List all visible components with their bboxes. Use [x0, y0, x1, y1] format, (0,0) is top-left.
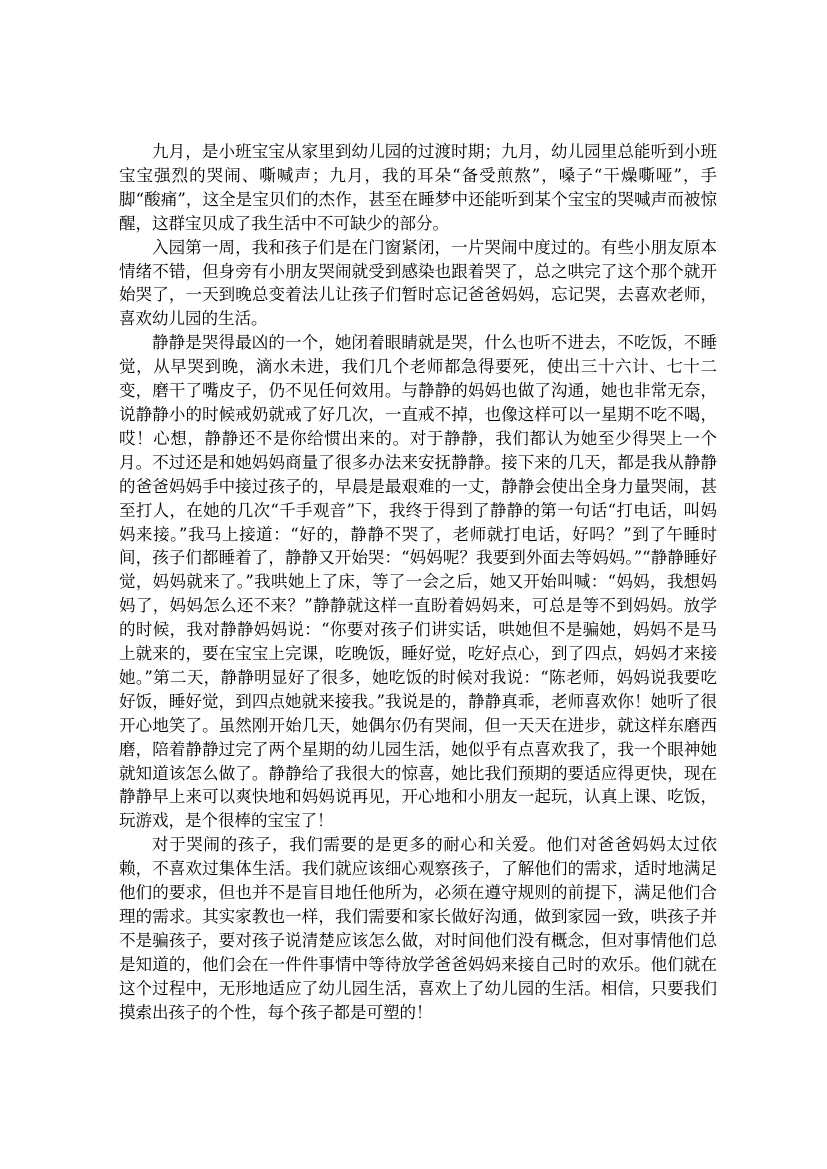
paragraph-intro: 九月，是小班宝宝从家里到幼儿园的过渡时期；九月，幼儿园里总能听到小班宝宝强烈的哭闹、嘶喊声；九月，我的耳朵“备受煎熬”，嗓子“干燥嘶哑”，手脚“酸痛”，这全是宝贝们的杰作，甚至在睡梦中还能听到某个宝宝的哭喊声而被惊醒，这群宝贝成了我生活中不可缺少的部分。	[119, 142, 717, 233]
document-body	[119, 140, 717, 1025]
paragraph-first-week: 入园第一周，我和孩子们是在门窗紧闭，一片哭闹中度过的。有些小朋友原本情绪不错，但身旁有小朋友哭闹就受到感染也跟着哭了，总之哄完了这个那个就开始哭了，一天到晚总变着法儿让孩子们暂时忘记爸爸妈妈，忘记哭，去喜欢老师，喜欢幼儿园的生活。	[119, 237, 717, 329]
paragraph-conclusion: 对于哭闹的孩子，我们需要的是更多的耐心和关爱。他们对爸爸妈妈太过依赖，不喜欢过集体生活。我们就应该细心观察孩子，了解他们的需求，适时地满足他们的要求，但也并不是盲目地任他所为，必须在遵守规则的前提下，满足他们合理的需求。其实家教也一样，我们需要和家长做好沟通，做到家园一致，哄孩子并不是骗孩子，要对孩子说清楚应该怎么做，对时间他们没有概念，但对事情他们总是知道的，他们会在一件件事情中等待放学爸爸妈妈来接自己时的欢乐。他们就在这个过程中，无形地适应了幼儿园生活，喜欢上了幼儿园的生活。相信，只要我们摸索出孩子的个性，每个孩子都是可塑的！	[119, 835, 717, 1022]
paragraph-jingjing-story: 静静是哭得最凶的一个，她闭着眼睛就是哭，什么也听不进去，不吃饭，不睡觉，从早哭到晚，滴水未进，我们几个老师都急得要死，使出三十六计、七十二变，磨干了嘴皮子，仍不见任何效用。与静静的妈妈也做了沟通，她也非常无奈，说静静小的时候戒奶就戒了好几次，一直戒不掉，也像这样可以一星期不吃不喝，哎！心想，静静还不是你给惯出来的。对于静静，我们都认为她至少得哭上一个月。不过还是和她妈妈商量了很多办法来安抚静静。接下来的几天，都是我从静静的爸爸妈妈手中接过孩子的，早晨是最艰难的一丈，静静会使出全身力量哭闹，甚至打人，在她的几次“千手观音”下，我终于得到了静静的第一句话“打电话，叫妈妈来接。”我马上接道：“好的，静静不哭了，老师就打电话，好吗？”到了午睡时间，孩子们都睡着了，静静又开始哭：“妈妈呢？我要到外面去等妈妈。”“静静睡好觉，妈妈就来了。”我哄她上了床，等了一会之后，她又开始叫喊：“妈妈，我想妈妈了，妈妈怎么还不来？”静静就这样一直盼着妈妈来，可总是等不到妈妈。放学的时候，我对静静妈妈说：“你要对孩子们讲实话，哄她但不是骗她，妈妈不是马上就来的，要在宝宝上完课，吃晚饭，睡好觉，吃好点心，到了四点，妈妈才来接她。”第二天，静静明显好了很多，她吃饭的时候对我说：“陈老师，妈妈说我要吃好饭，睡好觉，到四点她就来接我。”我说是的，静静真乖，老师喜欢你！她听了很开心地笑了。虽然刚开始几天，她偶尔仍有哭闹，但一天天在进步，就这样东磨西磨，陪着静静过完了两个星期的幼儿园生活，她似乎有点喜欢我了，我一个眼神她就知道该怎么做了。静静给了我很大的惊喜，她比我们预期的要适应得更快，现在静静早上来可以爽快地和妈妈说再见，开心地和小朋友一起玩，认真上课、吃饭，玩游戏，是个很棒的宝宝了！	[119, 333, 717, 831]
